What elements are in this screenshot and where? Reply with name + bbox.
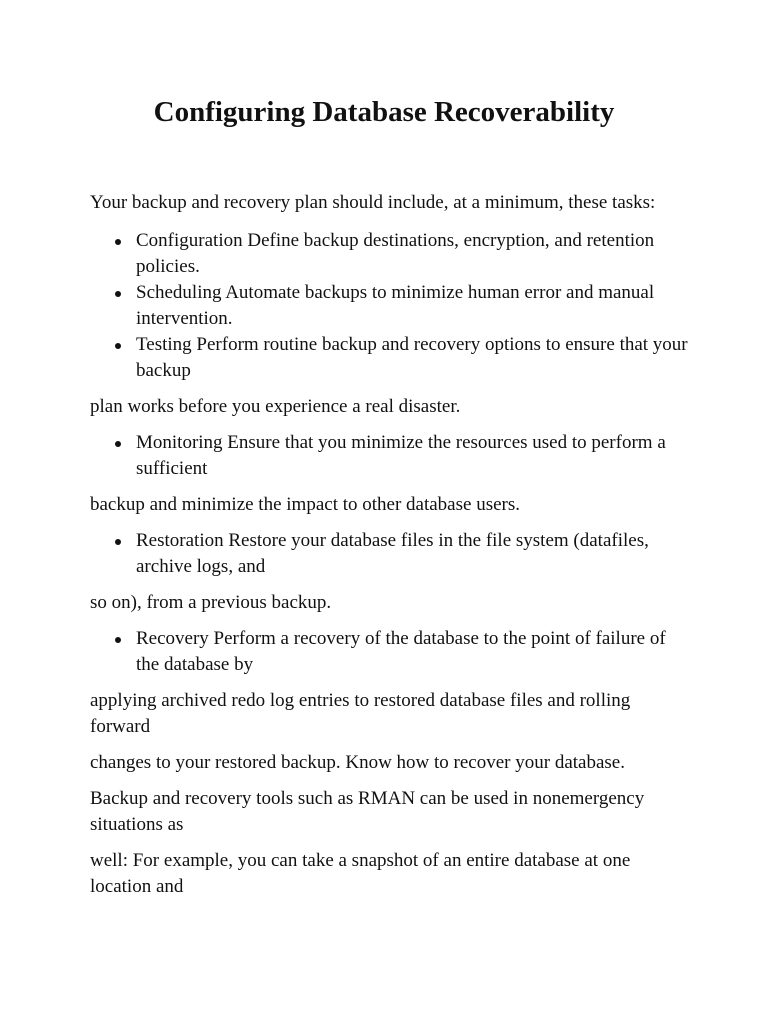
paragraph: so on), from a previous backup. [90,592,332,613]
document-body [90,190,690,910]
bullet-icon [115,441,121,447]
bullet-icon [115,539,121,545]
paragraph: plan works before you experience a real disaster. [90,396,461,417]
bullet-icon [115,291,121,297]
bullet-icon [115,637,121,643]
list-item: Scheduling Automate backups to minimize human error and manual intervention. [136,280,690,332]
task-list-2 [90,430,690,482]
paragraph: backup and minimize the impact to other database users. [90,494,520,515]
intro-paragraph: Your backup and recovery plan should include, at a minimum, these tasks: [90,192,656,213]
task-list-1 [90,228,690,384]
paragraph: well: For example, you can take a snapshot of an entire database at one location and [90,850,631,897]
paragraph: Backup and recovery tools such as RMAN can be used in nonemergency situations as [90,788,645,835]
list-item: Testing Perform routine backup and recovery options to ensure that your backup [136,332,690,384]
paragraph: applying archived redo log entries to restored database files and rolling forward [90,690,631,737]
task-list-4 [90,626,690,678]
paragraph: changes to your restored backup. Know how to recover your database. [90,752,625,773]
task-list-3 [90,528,690,580]
list-item: Recovery Perform a recovery of the database to the point of failure of the database by [136,626,690,678]
list-item: Restoration Restore your database files in the file system (datafiles, archive logs, and [136,528,690,580]
list-item: Monitoring Ensure that you minimize the resources used to perform a sufficient [136,430,690,482]
bullet-icon [115,343,121,349]
page-title: Configuring Database Recoverability [153,96,615,128]
bullet-icon [115,239,121,245]
list-item: Configuration Define backup destinations, encryption, and retention policies. [136,228,690,280]
